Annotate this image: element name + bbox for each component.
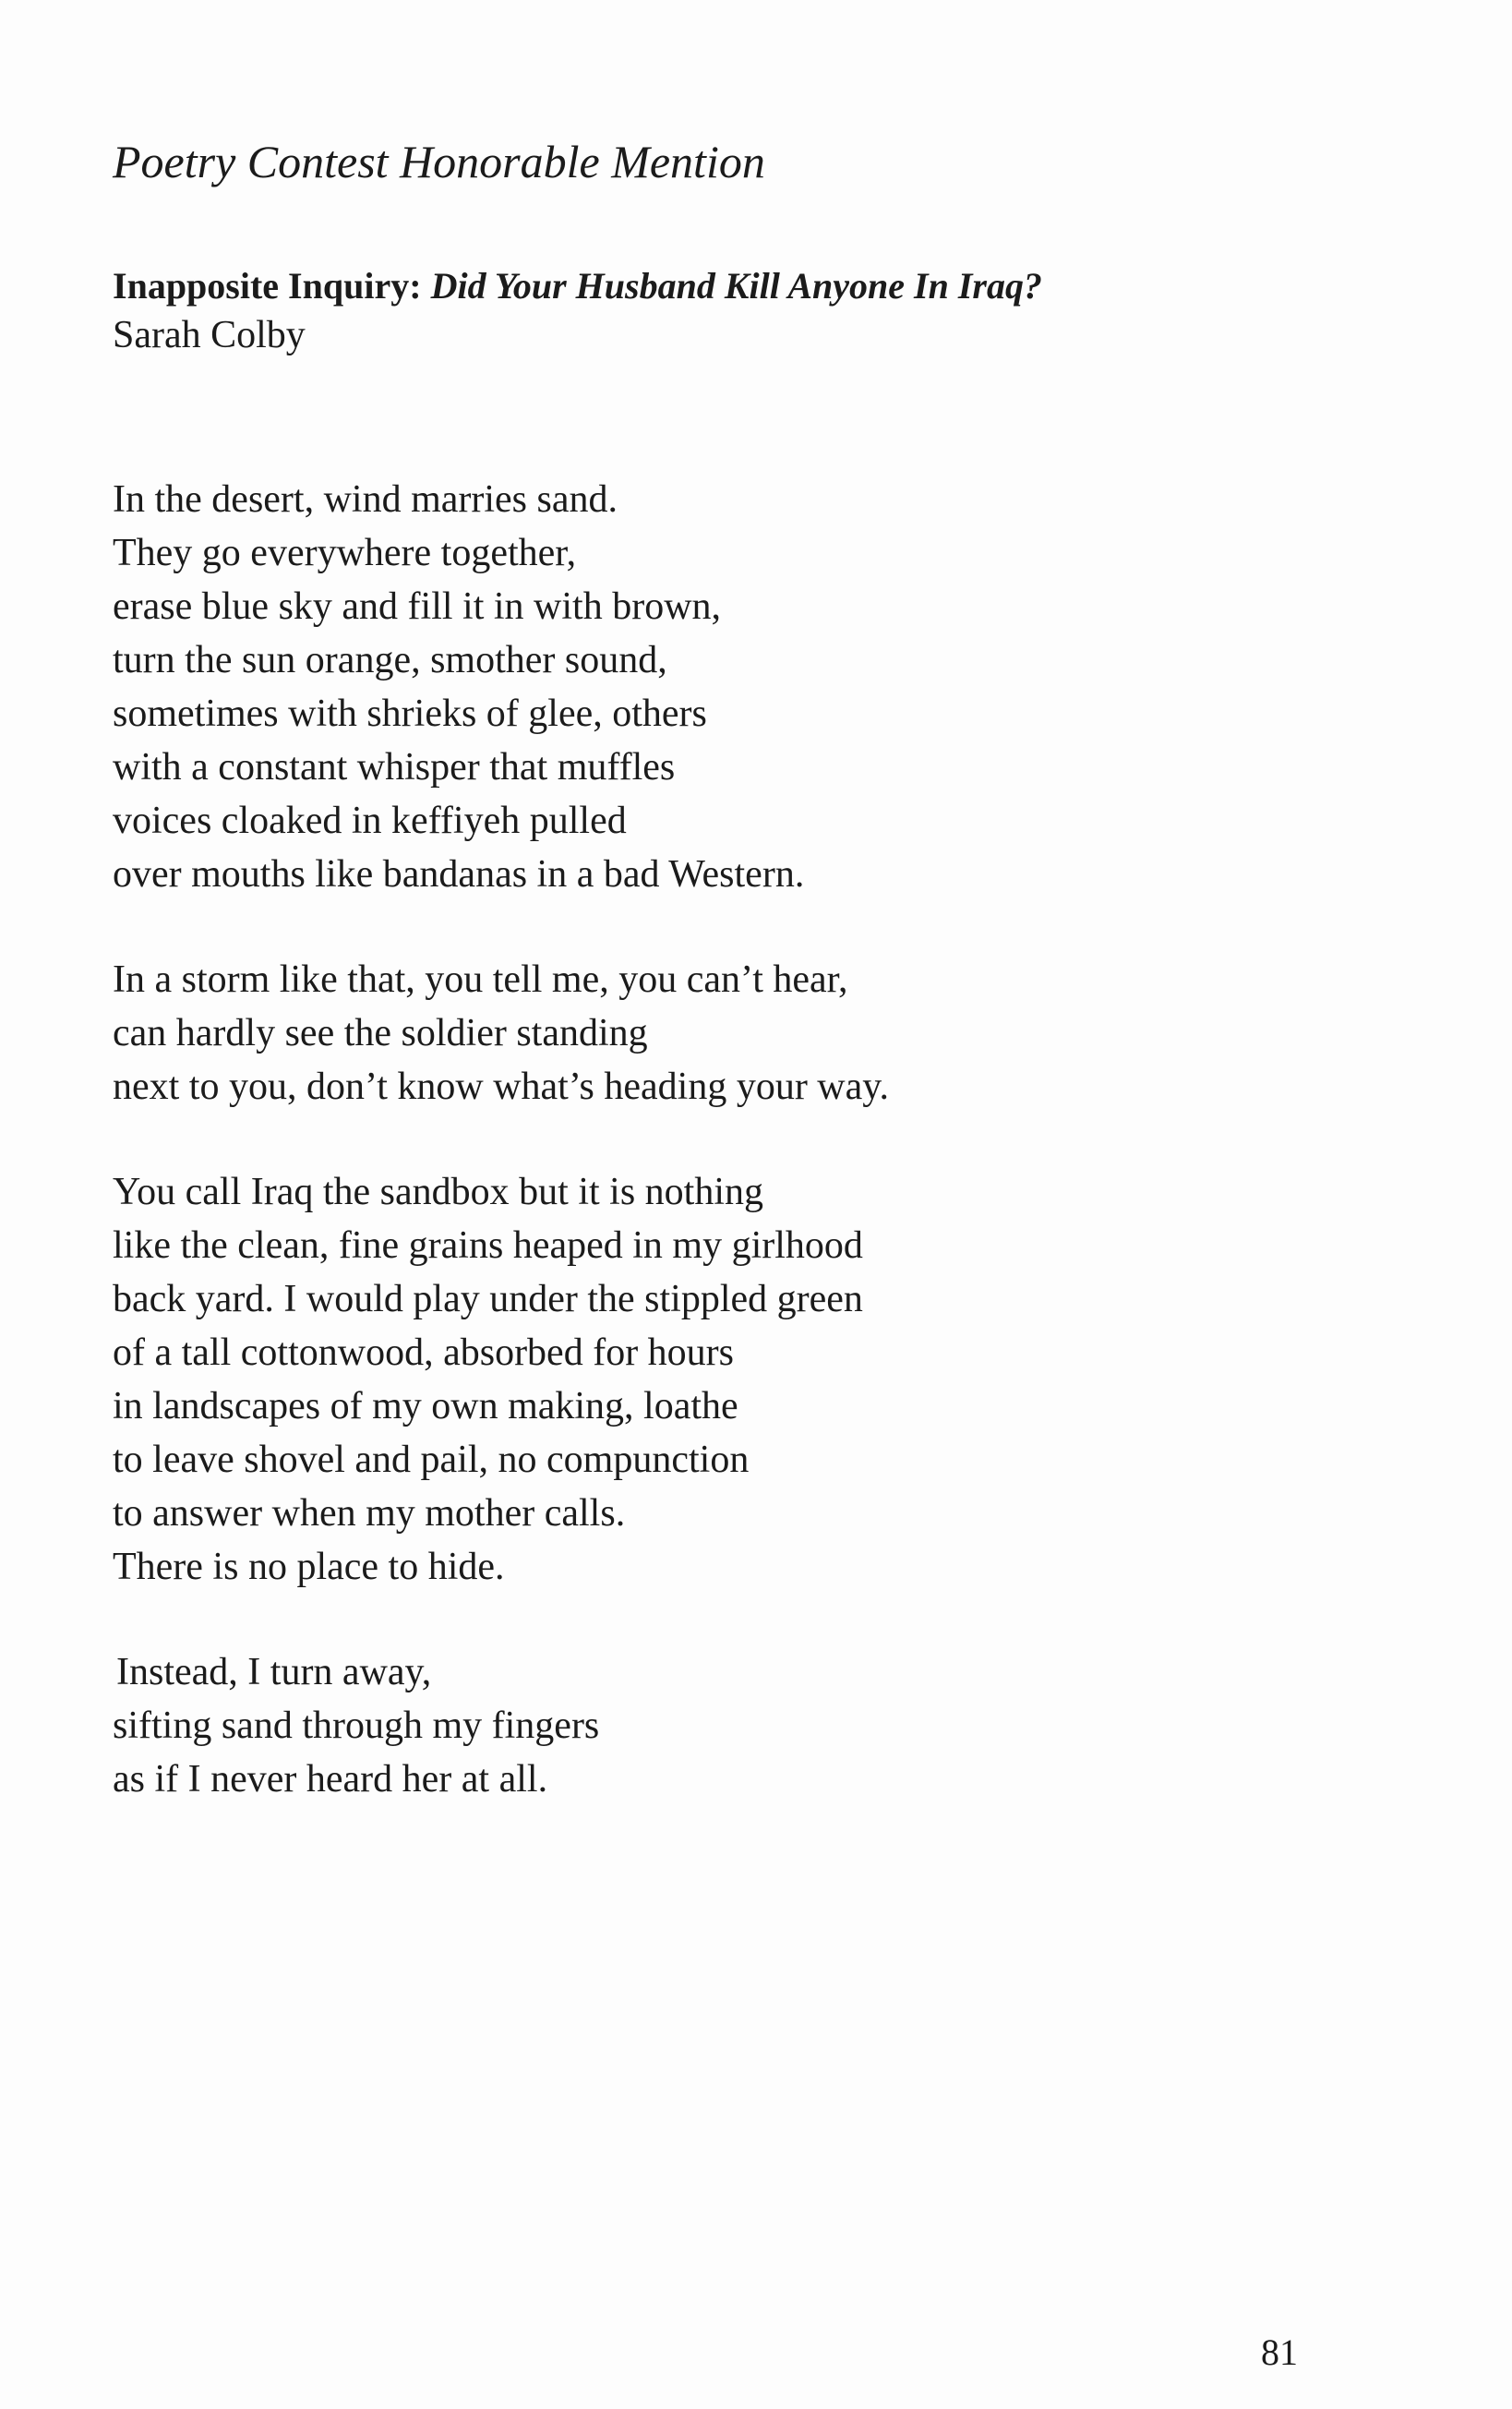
- poem-line: turn the sun orange, smother sound,: [113, 639, 667, 681]
- poem-line: to answer when my mother calls.: [113, 1492, 626, 1535]
- poem-author: Sarah Colby: [113, 314, 306, 356]
- poem-line: back yard. I would play under the stippled green: [113, 1278, 863, 1320]
- poem-line: like the clean, fine grains heaped in my girlhood: [113, 1224, 863, 1267]
- poem-body: [113, 473, 1313, 1858]
- poem-line: over mouths like bandanas in a bad Western.: [113, 853, 805, 896]
- poem-line: voices cloaked in keffiyeh pulled: [113, 800, 627, 842]
- poem-line: of a tall cottonwood, absorbed for hours: [113, 1331, 735, 1374]
- poem-line: In the desert, wind marries sand.: [113, 478, 618, 521]
- poem-line: sifting sand through my fingers: [113, 1704, 600, 1747]
- poem-line: sometimes with shrieks of glee, others: [113, 693, 707, 735]
- poem-line: in landscapes of my own making, loathe: [113, 1385, 738, 1427]
- stanza-2: [113, 953, 1313, 1114]
- poem-title-lead: Inapposite Inquiry:: [113, 265, 422, 307]
- poem-line: There is no place to hide.: [113, 1546, 505, 1588]
- poem-line: erase blue sky and fill it in with brown,: [113, 585, 722, 628]
- section-label: Poetry Contest Honorable Mention: [113, 136, 765, 187]
- poem-title-question: Did Your Husband Kill Anyone In Iraq?: [430, 265, 1042, 307]
- poem-line: They go everywhere together,: [113, 532, 577, 574]
- poem-title: [113, 264, 1042, 308]
- stanza-1: [113, 473, 1313, 901]
- poem-line: You call Iraq the sandbox but it is nothing: [113, 1171, 764, 1213]
- poem-line: as if I never heard her at all.: [113, 1758, 548, 1801]
- poem-line: In a storm like that, you tell me, you can’t hear,: [113, 958, 848, 1001]
- poem-line: with a constant whisper that muffles: [113, 746, 676, 789]
- poem-line: to leave shovel and pail, no compunction: [113, 1439, 750, 1481]
- stanza-3: [113, 1165, 1313, 1594]
- page-number: 81: [1261, 2331, 1298, 2373]
- poem-line: next to you, don’t know what’s heading your way.: [113, 1066, 890, 1108]
- poem-line: Instead, I turn away,: [116, 1651, 432, 1693]
- stanza-4: [113, 1645, 1313, 1806]
- poem-line: can hardly see the soldier standing: [113, 1012, 648, 1054]
